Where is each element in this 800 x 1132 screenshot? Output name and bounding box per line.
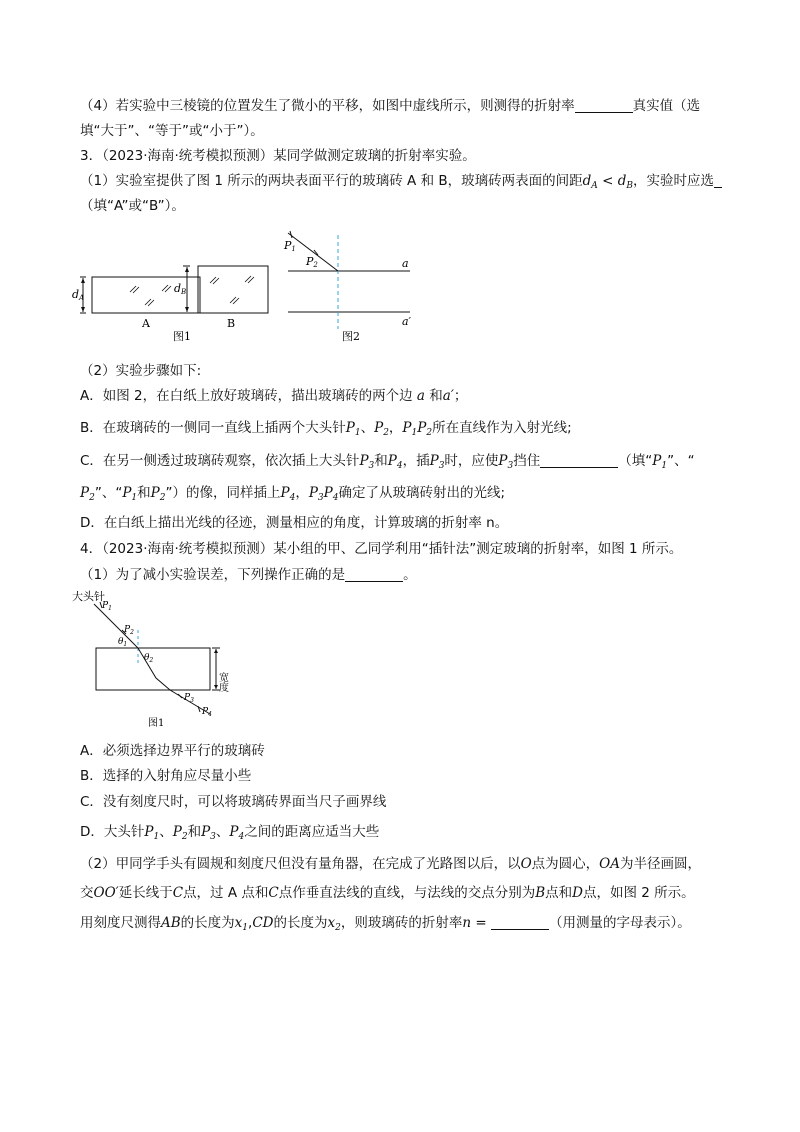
q4-header: 4．（2023·海南·统考模拟预测）某小组的甲、乙同学利用“插针法”测定玻璃的折射率，如图 1 所示。: [80, 541, 683, 557]
pin-p1-label: $P_1$: [102, 601, 112, 612]
q3-figure-1-2: [70, 225, 430, 347]
figure-1-caption: 图1: [148, 718, 165, 729]
figure-1-caption: 图1: [173, 330, 191, 343]
width-label: 宽度: [216, 672, 228, 692]
q3-header: 3．（2023·海南·统考模拟预测）某同学做测定玻璃的折射率实验。: [80, 148, 476, 164]
answer-blank[interactable]: [540, 453, 618, 468]
glass-brick-b: [198, 266, 268, 313]
q3-part1-line2: （填“A”或“B”）。: [80, 198, 185, 214]
pin-p1-label: P1: [284, 239, 296, 253]
brick-b-label: B: [227, 317, 236, 330]
q4-option-a[interactable]: A．必须选择边界平行的玻璃砖: [80, 743, 265, 759]
pin-p2-label: $P_2$: [124, 625, 134, 636]
q4-part1: （1）为了减小实验误差，下列操作正确的是 。: [80, 567, 417, 583]
d-a-label: dA: [72, 288, 85, 302]
pin-p2-label: P2: [306, 255, 318, 269]
theta2-label: $\theta_2$: [144, 653, 154, 664]
q3-part4-line1: （4）若实验中三棱镜的位置发生了微小的平移，如图中虚线所示，则测得的折射率 真实值（选: [80, 98, 701, 114]
edge-a2-label: a′: [402, 315, 412, 328]
edge-a-label: a: [402, 257, 409, 270]
q3-step-b: B．在玻璃砖的一侧同一直线上插两个大头针$P_1$、$P_2$，$P_1P_2$所在直线作为入射光线;: [80, 420, 572, 438]
answer-blank[interactable]: [491, 915, 549, 930]
q3-step-c-line1: C．在另一侧透过玻璃砖观察，依次插上大头针$P_3$和$P_4$，插$P_3$时，应使$P_3$挡住 （填“$P_1$”、“: [80, 453, 695, 471]
pin-label: 大头针: [72, 590, 105, 603]
q3-step-d: D．在白纸上描出光线的径迹，测量相应的角度，计算玻璃的折射率 n。: [80, 515, 509, 531]
q3-part2: （2）实验步骤如下:: [80, 363, 202, 379]
q4-option-b[interactable]: B．选择的入射角应尽量小些: [80, 768, 252, 784]
answer-blank[interactable]: [575, 98, 633, 113]
q3-part1-line1: （1）实验室提供了图 1 所示的两块表面平行的玻璃砖 A 和 B，玻璃砖两表面的间距$d_A < d_B$，实验时应选: [80, 172, 722, 195]
q4-part2-line2: 交OO′延长线于C点，过 A 点和C点作垂直法线的直线，与法线的交点分别为B点和D点，如图 2 所示。: [80, 885, 695, 901]
dA-symbol: $d_A$: [582, 173, 598, 191]
answer-blank[interactable]: [714, 173, 722, 188]
answer-blank[interactable]: [345, 567, 403, 582]
dB-symbol: $d_B$: [617, 173, 633, 191]
theta1-label: $\theta_1$: [118, 637, 128, 648]
q4-option-c[interactable]: C．没有刻度尺时，可以将玻璃砖界面当尺子画界线: [80, 794, 387, 810]
pin-p3-label: $P_3$: [184, 693, 194, 704]
glass-brick: [96, 648, 210, 690]
q3-step-a: A．如图 2，在白纸上放好玻璃砖，描出玻璃砖的两个边 a 和a′；: [80, 388, 468, 404]
q4-part2-line1: （2）甲同学手头有圆规和刻度尺但没有量角器，在完成了光路图以后，以O点为圆心，OA为半径画圆，: [80, 856, 701, 872]
q3-step-c-line2: $P_2$”、“$P_1$和$P_2$”）的像，同样插上$P_4$，$P_3P_4$确定了从玻璃砖射出的光线;: [80, 485, 506, 503]
q4-option-d[interactable]: D．大头针$P_1$、$P_2$和$P_3$、$P_4$之间的距离应适当大些: [80, 824, 380, 842]
q4-figure-1: [70, 586, 250, 734]
q3-part4-line2: 填“大于”、“等于”或“小于”）。: [80, 123, 264, 139]
d-b-label: dB: [174, 282, 187, 296]
figure-2-caption: 图2: [342, 330, 360, 343]
pin-p4-label: $P_4$: [202, 707, 212, 718]
brick-a-label: A: [142, 317, 150, 330]
q4-part2-line3: 用刻度尺测得AB的长度为$x_1,CD$的长度为$x_2$，则玻璃砖的折射率n = （用测量的字母表示）。: [80, 915, 691, 933]
